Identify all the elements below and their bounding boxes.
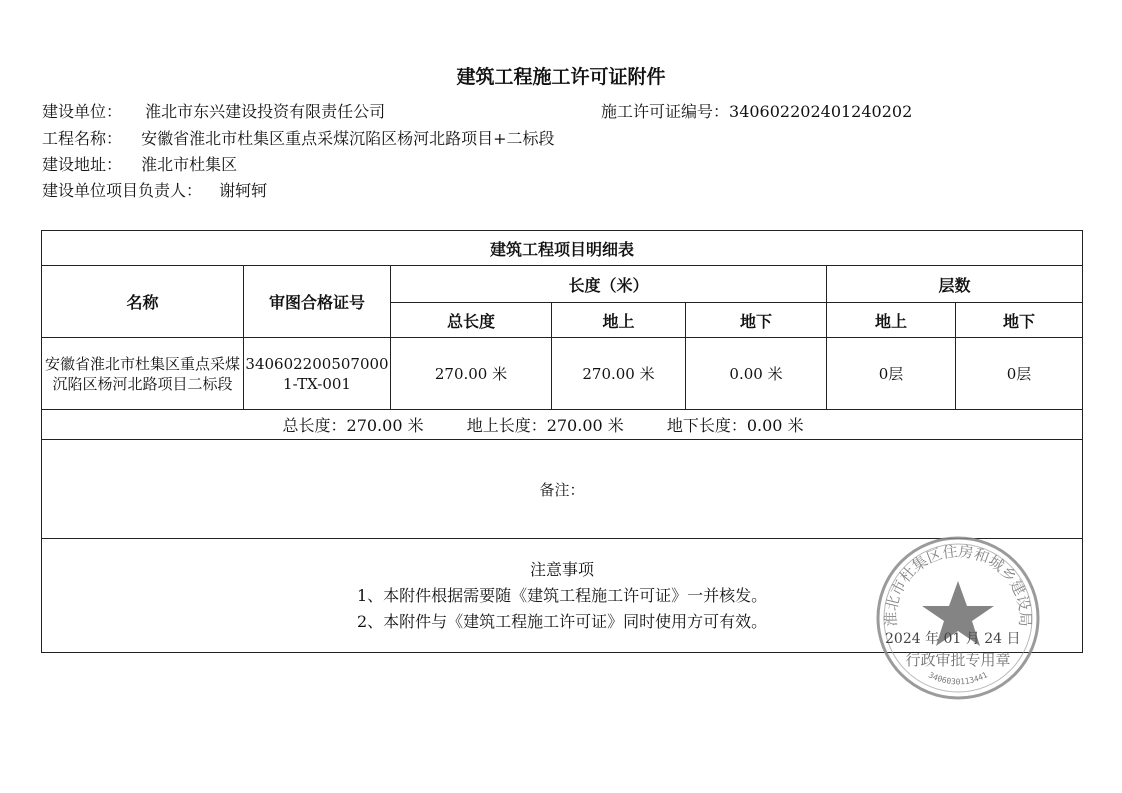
subheader-above-length: 地上 — [552, 303, 686, 338]
caution-item-1: 1、本附件根据需要随《建筑工程施工许可证》一并核发。 — [356, 585, 768, 605]
permit-number-label: 施工许可证编号： — [601, 102, 730, 121]
row-cert-number: 3406022005070001-TX-001 — [244, 338, 391, 410]
construction-unit-value: 淮北市东兴建设投资有限责任公司 — [145, 102, 386, 121]
project-name-line — [42, 126, 555, 149]
remarks-cell — [42, 440, 1083, 539]
project-name-label: 工程名称： — [42, 129, 123, 148]
summary-above-length: 地上长度：270.00 米 — [466, 416, 624, 435]
row-project-name: 安徽省淮北市杜集区重点采煤沉陷区杨河北路项目二标段 — [42, 338, 244, 410]
seal-code: 3406030113441 — [927, 670, 989, 687]
row-floors-below: 0层 — [956, 338, 1083, 410]
table-caption: 建筑工程项目明细表 — [42, 231, 1083, 266]
project-leader-line — [42, 178, 267, 201]
row-below-length: 0.00 米 — [686, 338, 827, 410]
subheader-floors-above: 地上 — [827, 303, 956, 338]
summary-below-length: 地下长度：0.00 米 — [666, 416, 804, 435]
project-leader-label: 建设单位项目负责人： — [42, 181, 203, 200]
column-header-cert: 审图合格证号 — [244, 266, 391, 338]
construction-address-label: 建设地址： — [42, 155, 123, 174]
document-title: 建筑工程施工许可证附件 — [456, 66, 666, 88]
column-header-floors: 层数 — [827, 266, 1083, 303]
construction-unit-line — [42, 99, 385, 122]
column-header-name: 名称 — [42, 266, 244, 338]
table-row — [42, 338, 1083, 410]
permit-number-value: 340602202401240202 — [729, 102, 913, 121]
construction-unit-label: 建设单位： — [42, 102, 123, 121]
caution-item-2: 2、本附件与《建筑工程施工许可证》同时使用方可有效。 — [356, 611, 768, 631]
row-floors-above: 0层 — [827, 338, 956, 410]
seal-ring-text: 淮北市杜集区住房和城乡建设局 — [881, 542, 1035, 627]
remarks-label: 备注： — [539, 480, 585, 499]
project-name-value: 安徽省淮北市杜集区重点采煤沉陷区杨河北路项目+二标段 — [141, 129, 555, 148]
subheader-floors-below: 地下 — [956, 303, 1083, 338]
row-total-length: 270.00 米 — [391, 338, 552, 410]
official-seal — [873, 533, 1043, 703]
project-leader-value: 谢轲轲 — [219, 181, 268, 200]
subheader-below-length: 地下 — [686, 303, 827, 338]
subheader-total-length: 总长度 — [391, 303, 552, 338]
svg-text:3406030113441 — [927, 670, 989, 686]
cautions-heading: 注意事项 — [530, 559, 595, 579]
row-above-length: 270.00 米 — [552, 338, 686, 410]
summary-total-length: 总长度：270.00 米 — [282, 416, 424, 435]
permit-number-line — [601, 99, 912, 122]
seal-center-text: 行政审批专用章 — [905, 651, 1011, 669]
issue-date: 2024 年 01 月 24 日 — [885, 631, 1021, 647]
construction-address-line — [42, 152, 237, 175]
length-summary — [42, 410, 1083, 440]
column-header-length: 长度（米） — [391, 266, 827, 303]
construction-address-value: 淮北市杜集区 — [141, 155, 238, 174]
